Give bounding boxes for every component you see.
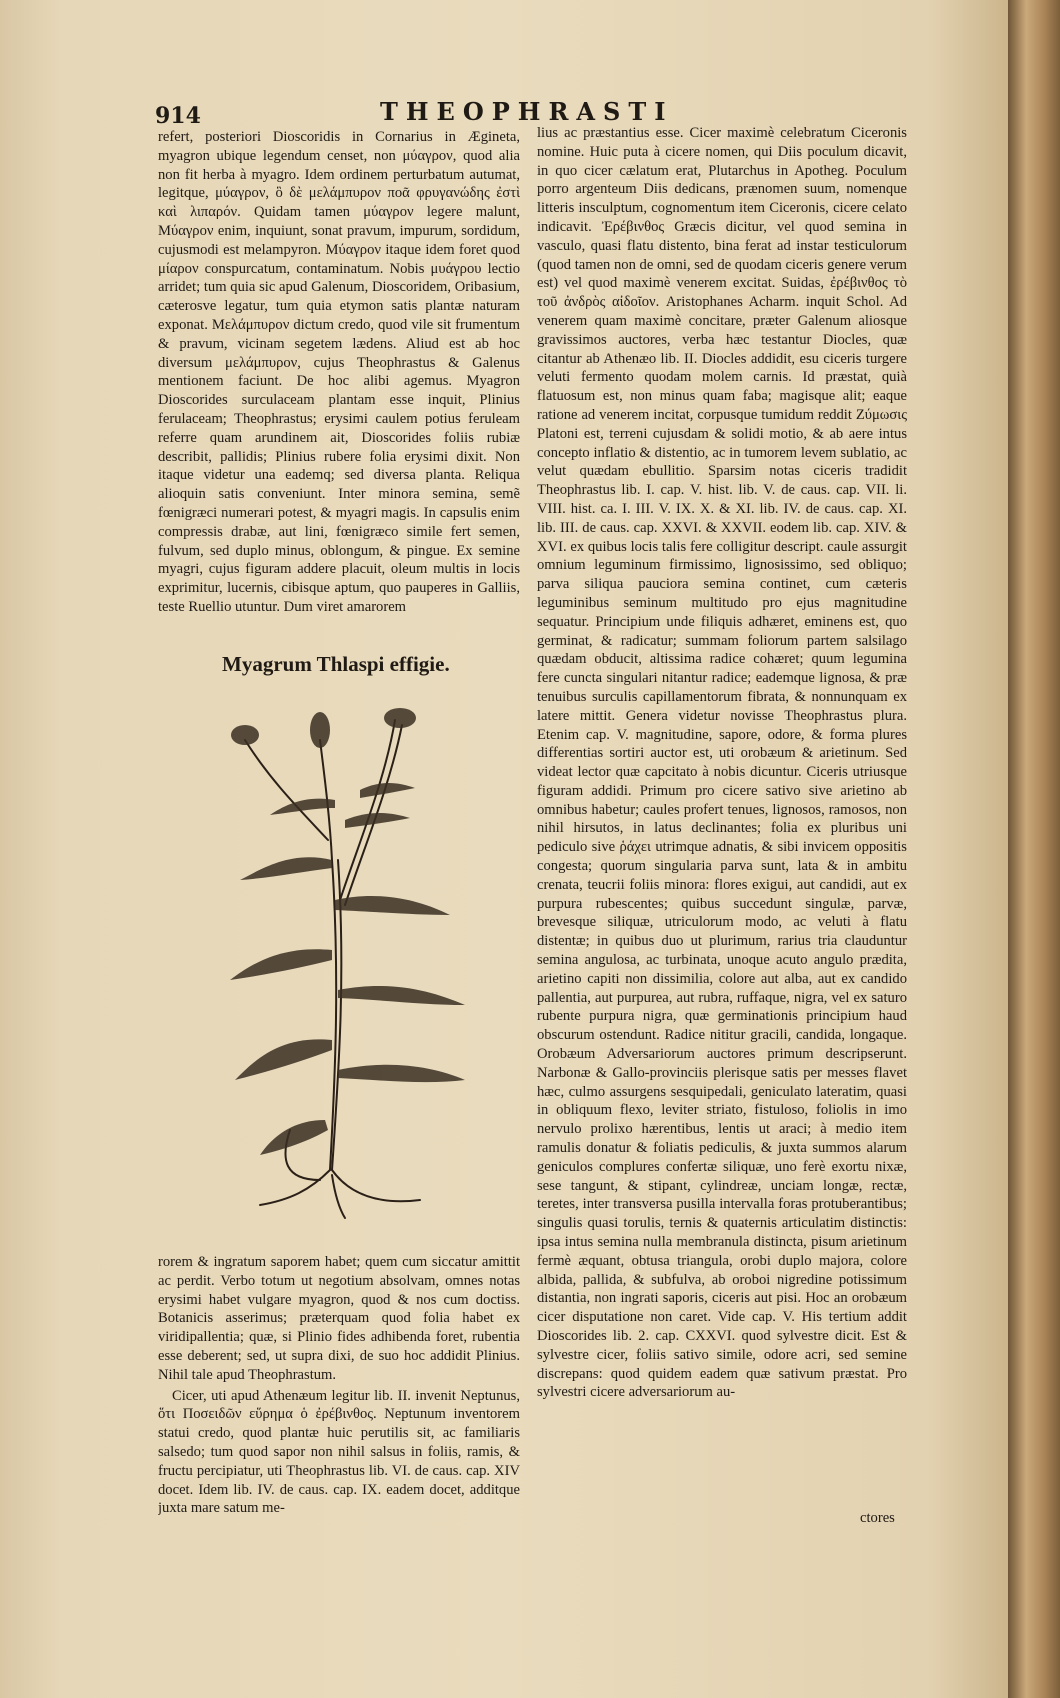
running-head: THEOPHRASTI — [380, 97, 674, 126]
left-column-bottom — [158, 1253, 520, 1553]
plant-woodcut-figure — [220, 700, 520, 1220]
paragraph: Cicer, uti apud Athenæum legitur lib. II. invenit Neptunus, ὅτι Ποσειδῶν εὕρημα ὁ ἐρέβινθος. Neptunum inventorem statui credo, quod plantæ huic perutilis sit, ac familiaris salsedo; tum quod sapor non nihil salsus in foliis, ramis, & fructu percipiatur, uti Theophrastus lib. VI. de caus. cap. XIV docet. Idem lib. IV. de caus. cap. IX. eadem docet, additque juxta mare satum me- — [158, 1387, 520, 1517]
plant-illustration-icon — [220, 700, 520, 1220]
figure-caption: Myagrum Thlaspi effigie. — [222, 652, 450, 676]
paragraph: rorem & ingratum saporem habet; quem cum siccatur amittit ac perdit. Verbo totum ut negotium absolvam, omnes notas erysimi habet vulgare myagron, quod & nos cum doctiss. Botanicis asserimus; præterquam quod folia habet ex viridipallentia; quæ, si Plinio fides adhibenda foret, rubentia esse deberent; sed, ut supra dixi, de suo hoc addidit Plinius. Nihil tale apud Theophrastum. — [158, 1254, 520, 1383]
page-number: 914 — [155, 103, 201, 129]
paragraph: refert, posteriori Dioscoridis in Cornarius in Ægineta, myagron ubique legendum censet, non μύαγρον, quod alia non fit herba à myagro. Idem ordinem perturbatum autumat, legitque, μύαγρον, ὃ δὲ μελάμπυρον ποᾶ φρυγανώδης ἐστὶ καὶ λιπαρόν. Quidam tamen μύαγρον legere malunt, Μύαγρον enim, inquiunt, sonat pravum, impurum, sordidum, cujusmodi est melampyron. Μύαγρον itaque idem foret quod μίαρον conspurcatum, contaminatum. Nobis μυάγρου lectio arridet; tum quia sic apud Galenum, Dioscoridem, Oribasium, cæterosve legatur, tum quia etymon satis plantæ naturam exponat. Μελάμπυρον dictum credo, quod vile sit frumentum & pravum, vicinam segetem lædens. Aliud est ab hoc diversum μελάμπυρον, cujus Theophrastus & Galenus mentionem faciunt. De hoc alibi agemus. Myagron Dioscorides surculaceam plantam esse inquit, Plinius ferulaceam; Theophrastus; erysimi caulem potius feruleam referre quam arundinem ait, Dioscorides foliis rubiæ describit, pallidis; Plinius rubere folia erysimi dixit. Non itaque videtur una eademq; sed diversa planta. Reliqua alioquin satis conveniunt. Inter minora semina, semẽ fœnigræci numerari potest, & myagri magis. In capsulis enim compressis drabæ, aut lini, fœnigræco simile fert semen, fulvum, sed duplo minus, oblongum, & pingue. Ex semine myagri, cujus figuram addere placuit, oleum multis in locis exprimitur, lucernis, cibisque aptum, quo pauperes in Galliis, teste Ruellio utuntur. Dum viret amarorem — [158, 129, 520, 615]
left-column-top — [158, 128, 520, 633]
catchword: ctores — [860, 1510, 895, 1526]
paragraph: lius ac præstantius esse. Cicer maximè celebratum Ciceronis nomine. Huic puta à cicere nomen, qui Diis poculum dicavit, in quo cicer cælatum erat, Plutarchus in Apotheg. Poculum porro argenteum Diis dedicans, prænomen suum, nomenque litteris insculptum, cognomentum item Ciceronis, cicere celato indicavit. Ἐρέβινθος Græcis dicitur, vel quod semina in vasculo, quasi flatu distento, bina ferat ad instar testiculorum (quod tamen non de omni, sed de quodam ciceris genere verum est) vel quod maximè venerem excitat. Suidas, ἐρέβινθος τὸ τοῦ ἀνδρὸς αἰδοῖον. Aristophanes Acharm. inquit Schol. Ad venerem quam maximè concitare, præter Galenum aliosque gravissimos auctores, verba hæc testantur Diocles, quæ citantur ab Athenæo lib. II. Diocles addidit, esu ciceris turgere veluti fermento quodam molem carnis. Id præstat, quià flatuosum est, non minus quam faba; magisque alit; eaque ratione ad venerem incitat, corpusque tumidum reddit Ζύμωσις Platoni est, terreni cujusdam & solidi motio, & ab aere intus concepto inflatio & distentio, ac in tumorem levem sublatio, ac velut quædam ebullitio. Sparsim notas ciceris tradidit Theophrastus lib. I. cap. V. hist. lib. V. de caus. cap. VII. li. VIII. hist. ca. I. III. V. IX. X. & XI. lib. IV. de caus. cap. XI. lib. III. de caus. cap. XXVI. & XXVII. eodem lib. cap. XIV. & XVI. ex quibus locis talis fere colligitur descript. caule assurgit omnium leguminum firmissimo, lignosissimo, sed obliquo; parva siliqua pauciora semina continet, cum cæteris leguminibus seminum multitudo pro ejus magnitudine sequatur. Principium unde filiquis adhæret, eminens est, quo germinat, & radicatur; summam foliorum partem salsilago quædam obducit, altissima radice cohæret; quum legumina fere cuncta singulari nitantur radice; eademque lignosa, & præ tenuibus surculis capillamentorum fibrata, & nonnunquam ex latere mittit. Genera videtur novisse Theophrastus plura. Etenim cap. V. magnitudine, sapore, odore, & forma plures differentias sortiri auctor est, uti orobæum & arietinum. Sed videat lector quæ capcitato à nobis dicuntur. Ciceris utriusque figuram addidi. Primum pro cicere sativo sive arietino ab omnibus habetur; caules profert tenues, lignosos, ramosos, non nihil hirsutos, in latus declinantes; folia ex pluribus uni pediculo sive ῥάχει utrimque adnatis, & sibi invicem oppositis congesta; quorum singularia parva sunt, lata & in ambitu crenata, teucrii foliis minora: flores exigui, aut candidi, aut ex purpura rubescentes; quibus succedunt singulæ, parvæ, brevesque siliquæ, utriculorum modo, ac veluti à flatu distentæ; in quibus duo ut plurimum, rarius tria clauduntur semina angulosa, ac turbinata, unoque acuto angulo prædita, arietino capiti non dissimilia, colore aut alba, aut ex candido pallentia, aut purpurea, aut rubra, ruffaque, nigra, vel ex saturo rubente purpura nigra, quæ germinationis principium haud obscurum ostendunt. Radice nititur gracili, candida, longaque. Orobæum Adversariorum auctores primum descripserunt. Narbonæ & Gallo-provinciis plerisque satis per messes flavet hæc, culmo assurgens sesquipedali, geniculato lateratim, quasi in obliquum flexo, leviter striato, fistuloso, foliolis in imo nervulo prolixo hærentibus, lentis ut araci; à medio item ramulis donatur & foliatis pediculis, & juxta summos alarum geniculos complures confertæ siliquæ, uno ferè exortu nixæ, sese tangunt, & stipant, cylindreæ, unciam longæ, rectæ, teretes, inter transversa pusilla intervalla foras protuberantibus; singulis quasi torulis, ternis & quaternis articulatim distinctis: ipsa intus semina nulla membranula distincta, pisum arietinum fermè æquant, obtusa triangula, orobi duplo majora, colore albida, pallida, & subfulva, ab oroboi nigredine potissimum distantia, non ingrati saporis, ciceris aut pisi. Hoc an orobæum cicer disputatione non caret. Vide cap. V. His tertium addit Dioscorides lib. 2. cap. CXXVI. quod sylvestre dicit. Est & sylvestre cicer, foliis sativo simile, odore acri, sed semine discrepans: quod quidem eadem quæ sativum præstat. Pro sylvestri cicere adversariorum au- — [537, 125, 907, 1401]
right-column — [537, 124, 907, 1524]
book-spine-edge — [1008, 0, 1060, 1698]
